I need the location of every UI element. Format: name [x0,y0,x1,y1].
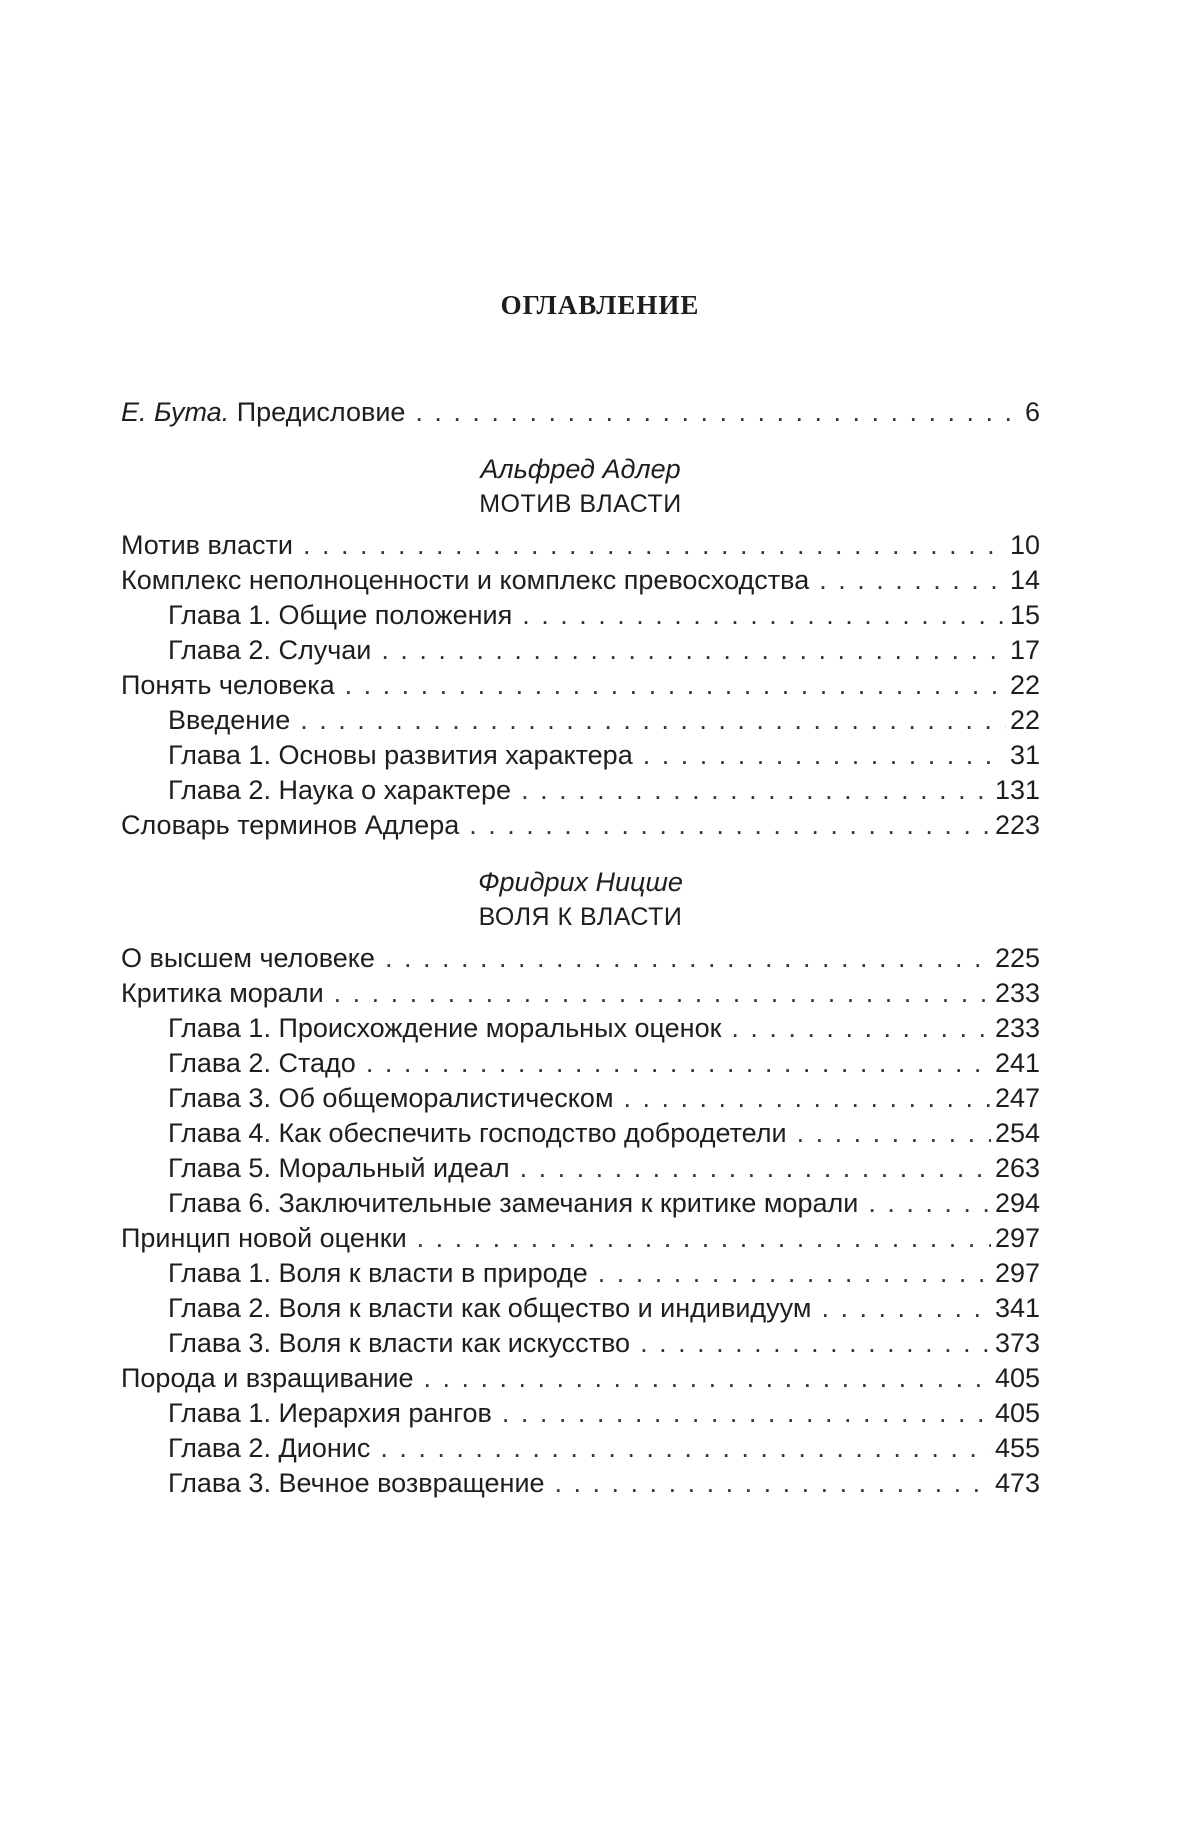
toc-entry-title: Глава 2. Наука о характере [168,775,512,805]
dot-leader [522,598,1006,633]
dot-leader [868,1186,991,1221]
toc-section-entry[interactable] [121,808,1040,843]
toc-chapter-entry[interactable] [121,1081,1040,1116]
toc-entry-page: 131 [994,775,1040,805]
toc-entry-page: 297 [994,1223,1040,1253]
toc-entry-title: Глава 1. Общие положения [168,600,513,630]
toc-entry-title: Понять человека [121,670,335,700]
toc-entry-title: Мотив власти [121,530,293,560]
toc-entry-title [121,395,405,430]
toc-entry-page: 14 [1009,565,1040,595]
toc-entry-page: 22 [1009,705,1040,735]
dot-leader [385,941,991,976]
toc-entry-title: Глава 3. Воля к власти как искусство [168,1328,631,1358]
dot-leader [797,1116,991,1151]
toc-section-entry[interactable] [121,1361,1040,1396]
toc-entry-page: 294 [994,1188,1040,1218]
dot-leader [731,1011,991,1046]
toc-chapter-entry[interactable] [121,598,1040,633]
dot-leader [424,1361,991,1396]
dot-leader [520,1151,991,1186]
dot-leader [334,976,991,1011]
dot-leader [598,1256,991,1291]
toc-section-entry[interactable] [121,976,1040,1011]
toc-entry-title: Глава 1. Основы развития характера [168,740,633,770]
toc-entry-page: 10 [1009,530,1040,560]
toc-chapter-entry[interactable] [121,1151,1040,1186]
toc-entry-title: Глава 2. Стадо [168,1048,356,1078]
toc-section-entry[interactable] [121,528,1040,563]
preface-author: Е. Бута. [121,397,230,427]
toc-entry-page: 373 [994,1328,1040,1358]
toc-chapter-entry[interactable] [121,1291,1040,1326]
toc-chapter-entry[interactable] [121,1186,1040,1221]
toc-chapter-entry[interactable] [121,1466,1040,1501]
dot-leader [303,528,1006,563]
dot-leader [417,1221,991,1256]
toc-entry-page: 341 [994,1293,1040,1323]
toc-entry-title: Глава 3. Об общеморалистическом [168,1083,614,1113]
toc-chapter-entry[interactable] [121,1431,1040,1466]
toc-section-entry[interactable] [121,941,1040,976]
toc-heading: ОГЛАВЛЕНИЕ [500,290,700,320]
toc-entry-title: Глава 2. Воля к власти как общество и индивидуум [168,1293,812,1323]
toc-entry-title: Глава 2. Случаи [168,635,372,665]
dot-leader [381,633,1006,668]
part-title: МОТИВ ВЛАСТИ [479,490,682,518]
toc-section-entry[interactable] [121,563,1040,598]
toc-entry-title: Глава 6. Заключительные замечания к критике морали [168,1188,859,1218]
toc-entry-title: Критика морали [121,978,324,1008]
toc-entry-page: 241 [994,1048,1040,1078]
dot-leader [640,1326,991,1361]
toc-entry-title: Глава 5. Моральный идеал [168,1153,510,1183]
toc-entry-page: 263 [994,1153,1040,1183]
toc-chapter-entry[interactable] [121,1116,1040,1151]
toc-entry-page: 405 [994,1363,1040,1393]
toc-entry-title: Словарь терминов Адлера [121,810,460,840]
toc-entry-page: 15 [1009,600,1040,630]
toc-chapter-entry[interactable] [121,1046,1040,1081]
toc-section-entry[interactable] [121,1221,1040,1256]
toc-entry-page: 17 [1009,635,1040,665]
toc-chapter-entry[interactable] [121,1396,1040,1431]
dot-leader [469,808,991,843]
toc-chapter-entry[interactable] [121,703,1040,738]
dot-leader [643,738,1006,773]
dot-leader [624,1081,991,1116]
toc-entry-title: Глава 1. Воля к власти в природе [168,1258,588,1288]
toc-chapter-entry[interactable] [121,633,1040,668]
toc-chapter-entry[interactable] [121,773,1040,808]
dot-leader [345,668,1006,703]
toc-entry-title: Глава 1. Происхождение моральных оценок [168,1013,722,1043]
toc-entry-page: 455 [994,1433,1040,1463]
dot-leader [300,703,1006,738]
dot-leader [819,563,1006,598]
toc-entry-page: 405 [994,1398,1040,1428]
dot-leader [366,1046,991,1081]
toc-entry-page: 6 [1024,397,1040,427]
toc-entry-title: Глава 1. Иерархия рангов [168,1398,492,1428]
toc-entry-page: 225 [994,943,1040,973]
toc-chapter-entry[interactable] [121,1326,1040,1361]
toc-entry-page: 473 [994,1468,1040,1498]
toc-section-entry[interactable] [121,668,1040,703]
toc-entry-page: 31 [1009,740,1040,770]
toc-entry-page: 233 [994,978,1040,1008]
toc-entry-title: Введение [168,705,291,735]
toc-entry-page: 223 [994,810,1040,840]
part-title: ВОЛЯ К ВЛАСТИ [478,903,683,931]
dot-leader [521,773,991,808]
toc-entry-title: Комплекс неполноценности и комплекс превосходства [121,565,810,595]
dot-leader [415,395,1021,430]
parts-container [121,452,1040,1501]
toc-entry-preface[interactable] [121,395,1040,430]
table-of-contents [121,395,1040,1501]
toc-entry-page: 233 [994,1013,1040,1043]
toc-chapter-entry[interactable] [121,1011,1040,1046]
preface-title: Предисловие [236,397,406,427]
toc-chapter-entry[interactable] [121,1256,1040,1291]
dot-leader [502,1396,991,1431]
part-author: Альфред Адлер [480,454,681,484]
toc-entry-title: Глава 4. Как обеспечить господство добродетели [168,1118,787,1148]
dot-leader [555,1466,991,1501]
toc-chapter-entry[interactable] [121,738,1040,773]
toc-entry-title: Порода и взращивание [121,1363,414,1393]
toc-entry-page: 297 [994,1258,1040,1288]
toc-entry-title: Глава 3. Вечное возвращение [168,1468,545,1498]
toc-entry-title: Глава 2. Дионис [168,1433,371,1463]
part-author: Фридрих Ницше [478,867,683,897]
toc-entry-page: 22 [1009,670,1040,700]
toc-entry-title: О высшем человеке [121,943,375,973]
dot-leader [821,1291,990,1326]
toc-entry-page: 254 [994,1118,1040,1148]
toc-entry-title: Принцип новой оценки [121,1223,407,1253]
dot-leader [380,1431,991,1466]
toc-entry-page: 247 [994,1083,1040,1113]
